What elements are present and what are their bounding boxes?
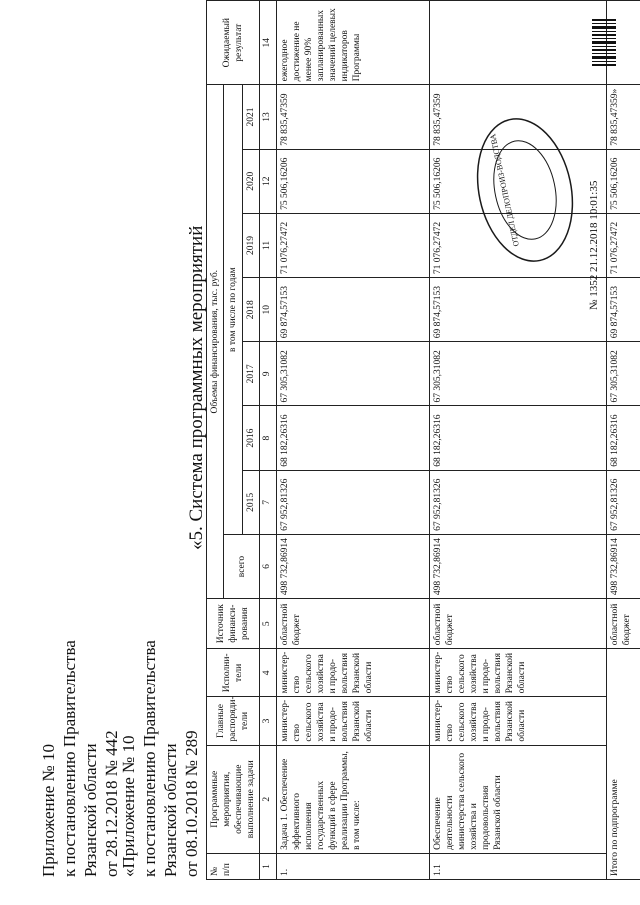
col-header-num: № п/п — [207, 853, 260, 879]
column-index: 1 — [260, 853, 277, 879]
table-row — [277, 1, 430, 880]
barcode-icon — [590, 17, 618, 67]
decree-line: к постановлению Правительства — [60, 640, 79, 877]
column-index: 6 — [260, 534, 277, 598]
measure-cell: Задача 1. Обеспечение эффективного исполнения государственных функций в сфере реализации Программы, в том числе: — [277, 745, 430, 853]
col-header-result: Ожидаемый результат — [207, 1, 260, 85]
col-header-funding: Объемы финансирования, тыс. руб. — [207, 85, 224, 599]
manager-cell: министер-ство сельского хозяйства и продо-вольствия Рязанской области — [430, 697, 607, 745]
year-value-cell: 67 305,31082 — [430, 342, 607, 406]
page-title: «5. Система программных мероприятий — [186, 225, 207, 550]
year-header: 2021 — [243, 85, 260, 149]
old-header-block — [118, 640, 202, 877]
registration-mark: № 1352 21.12.2018 10:01:35 — [588, 180, 600, 310]
year-value-cell: 69 874,57153 — [607, 278, 640, 342]
year-value-cell: 68 182,26316 — [607, 406, 640, 470]
source-cell: областной бюджет — [607, 599, 640, 649]
source-cell: областной бюджет — [430, 599, 607, 649]
total-cell: 498 732,86914 — [607, 534, 640, 598]
year-value-cell: 78 835,47359 — [430, 85, 607, 149]
header-row — [207, 1, 224, 880]
old-decree-line: к постановлению Правительства — [140, 640, 159, 877]
old-decree-date: от 08.10.2018 № 289 — [182, 730, 201, 877]
year-value-cell: 68 182,26316 — [277, 406, 430, 470]
column-index: 7 — [260, 470, 277, 534]
result-cell — [430, 1, 607, 85]
col-header-by-years: в том числе по годам — [224, 85, 243, 535]
year-header: 2020 — [243, 149, 260, 213]
year-value-cell: 67 305,31082 — [277, 342, 430, 406]
header-block — [38, 640, 122, 877]
year-value-cell: 75 506,16206 — [607, 149, 640, 213]
column-index: 13 — [260, 85, 277, 149]
year-value-cell: 67 305,31082 — [607, 342, 640, 406]
year-value-cell: 69 874,57153 — [277, 278, 430, 342]
year-value-cell: 68 182,26316 — [430, 406, 607, 470]
col-header-source: Источник финанси-рования — [207, 599, 260, 649]
year-value-cell: 67 952,81326 — [277, 470, 430, 534]
year-header: 2018 — [243, 278, 260, 342]
stamp-label: ОТДЕЛ ДЕЛОПРОИЗ-ВОДСТВА — [488, 133, 521, 248]
column-index: 2 — [260, 745, 277, 853]
total-label: Итого по подпрограмме — [607, 649, 640, 880]
row-number: 1.1 — [430, 853, 607, 879]
year-value-cell: 75 506,16206 — [277, 149, 430, 213]
year-value-cell: 69 874,57153 — [430, 278, 607, 342]
region-line: Рязанской области — [81, 743, 100, 877]
year-header: 2019 — [243, 213, 260, 277]
year-header: 2015 — [243, 470, 260, 534]
column-index: 10 — [260, 278, 277, 342]
column-index: 5 — [260, 599, 277, 649]
column-index: 4 — [260, 649, 277, 697]
year-value-cell: 67 952,81326 — [430, 470, 607, 534]
col-header-total: всего — [224, 534, 260, 598]
total-row — [607, 1, 640, 880]
result-cell: ежегодное достижение не менее 90% запланированных значений целевых индикаторов Программы — [277, 1, 430, 85]
manager-cell: министер-ство сельского хозяйства и продо-вольствия Рязанской области — [277, 697, 430, 745]
row-number: 1. — [277, 853, 430, 879]
column-index: 14 — [260, 1, 277, 85]
year-value-cell: 71 076,27472 — [277, 213, 430, 277]
executor-cell: министер-ство сельского хозяйства и продо-вольствия Рязанской области — [430, 649, 607, 697]
col-header-measure: Программные мероприятия, обеспечивающие выполнение задачи — [207, 745, 260, 853]
decree-date: от 28.12.2018 № 442 — [102, 730, 121, 877]
column-index-row — [260, 1, 277, 880]
appendix-number: Приложение № 10 — [39, 744, 58, 877]
column-index: 9 — [260, 342, 277, 406]
column-index: 3 — [260, 697, 277, 745]
year-value-cell: 75 506,16206 — [430, 149, 607, 213]
col-header-manager: Главные распоряди-тели — [207, 697, 260, 745]
source-cell: областной бюджет — [277, 599, 430, 649]
measure-cell: Обеспечение деятельности министерства сельского хозяйства и продовольствия Рязанской области — [430, 745, 607, 853]
column-index: 12 — [260, 149, 277, 213]
year-value-cell: 71 076,27472 — [430, 213, 607, 277]
year-header: 2017 — [243, 342, 260, 406]
year-value-cell: 78 835,47359 — [277, 85, 430, 149]
executor-cell: министер-ство сельского хозяйства и продо-вольствия Рязанской области — [277, 649, 430, 697]
total-cell: 498 732,86914 — [430, 534, 607, 598]
old-appendix-number: «Приложение № 10 — [119, 735, 138, 877]
col-header-executor: Исполни-тели — [207, 649, 260, 697]
year-value-cell: 71 076,27472 — [607, 213, 640, 277]
year-value-cell: 67 952,81326 — [607, 470, 640, 534]
year-header: 2016 — [243, 406, 260, 470]
year-value-cell: 78 835,47359» — [607, 85, 640, 149]
total-cell: 498 732,86914 — [277, 534, 430, 598]
column-index: 11 — [260, 213, 277, 277]
old-region-line: Рязанской области — [161, 743, 180, 877]
column-index: 8 — [260, 406, 277, 470]
